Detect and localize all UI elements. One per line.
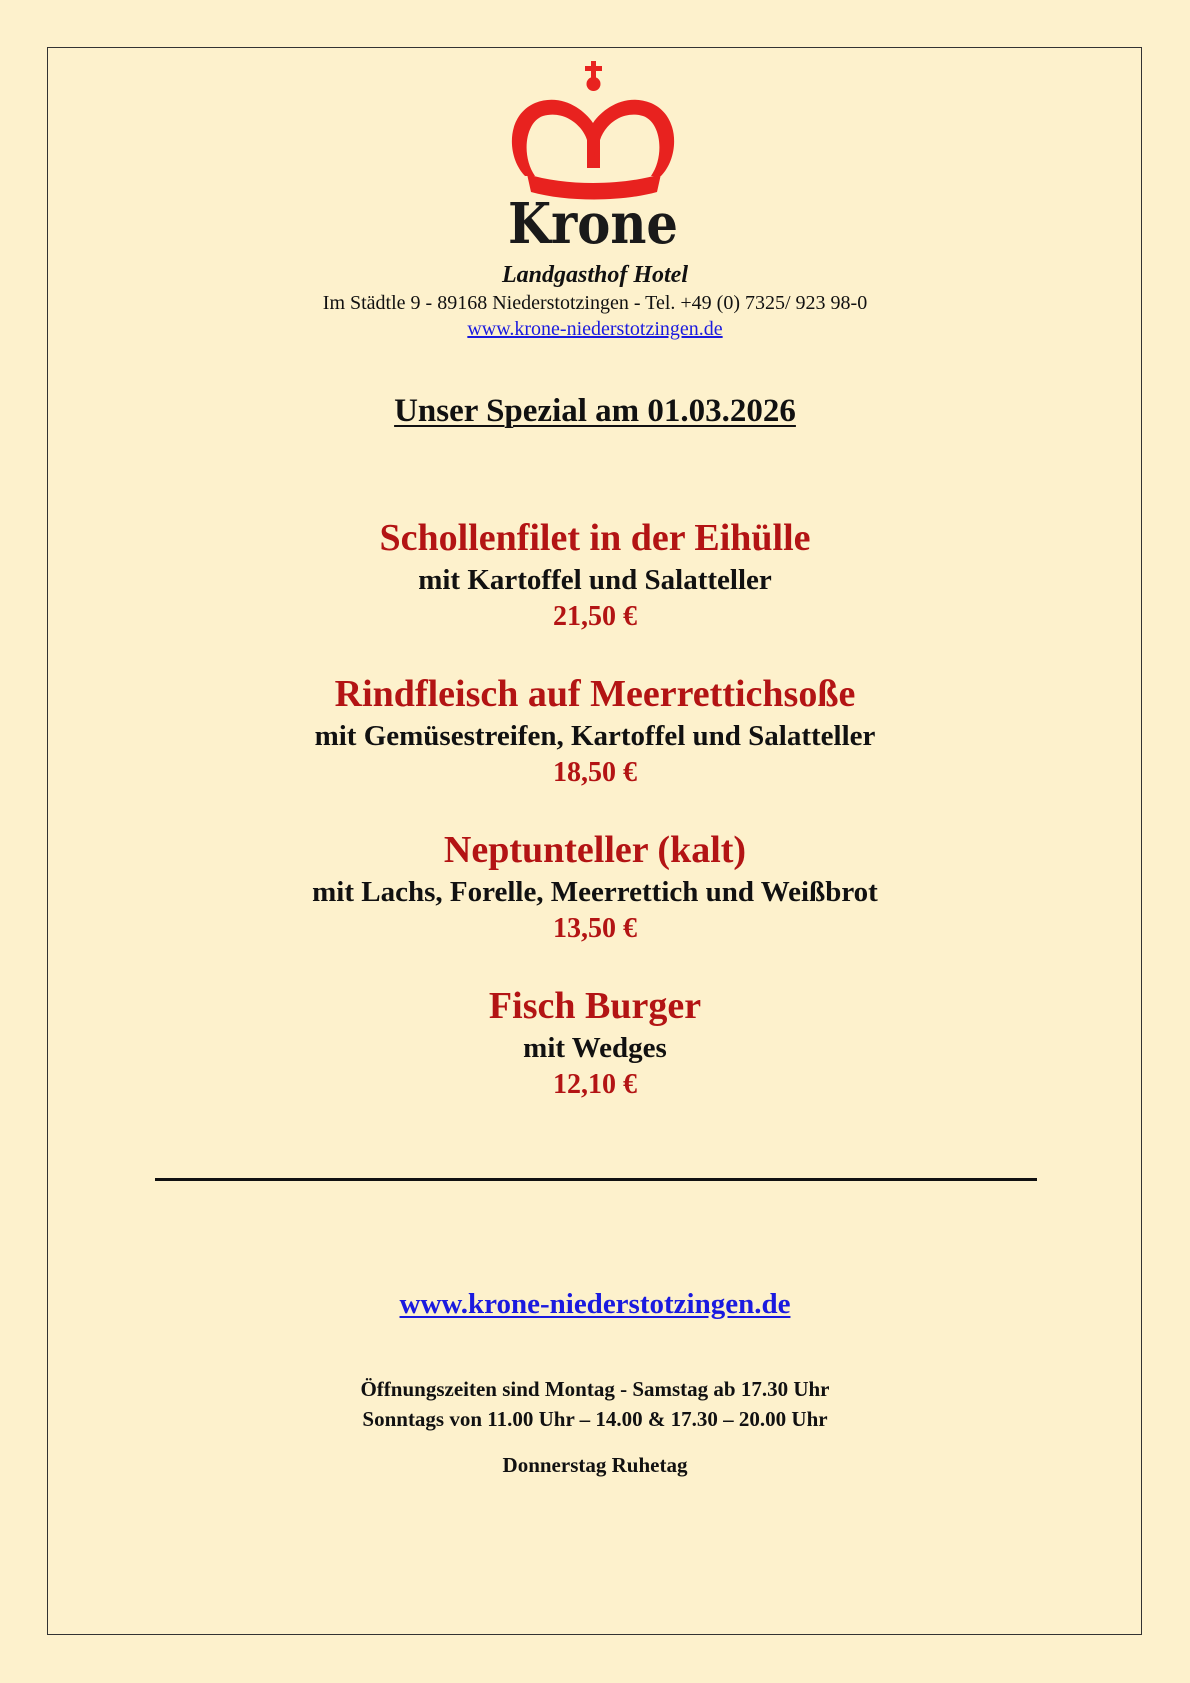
header-website-link[interactable]: www.krone-niederstotzingen.de xyxy=(467,318,723,340)
dish-description: mit Gemüsestreifen, Kartoffel und Salatteller xyxy=(314,720,876,752)
special-title: Unser Spezial am 01.03.2026 xyxy=(394,393,796,429)
opening-hours-weekdays: Öffnungszeiten sind Montag - Samstag ab 17.30 Uhr xyxy=(360,1377,830,1401)
footer-website-link[interactable]: www.krone-niederstotzingen.de xyxy=(399,1288,791,1320)
address: Im Städtle 9 - 89168 Niederstotzingen - Tel. +49 (0) 7325/ 923 98-0 xyxy=(322,292,868,314)
brand-wordmark: Krone xyxy=(508,191,678,253)
dish-price: 12,10 € xyxy=(553,1069,637,1100)
crown-icon xyxy=(512,61,674,200)
dish-price: 18,50 € xyxy=(553,757,637,788)
dish-name: Neptunteller (kalt) xyxy=(443,829,747,871)
dish-price: 21,50 € xyxy=(553,601,637,632)
krone-logo xyxy=(505,58,685,253)
dish-description: mit Kartoffel und Salatteller xyxy=(418,564,772,596)
dish-price: 13,50 € xyxy=(553,913,637,944)
dish-description: mit Lachs, Forelle, Meerrettich und Weißbrot xyxy=(312,876,878,908)
dish-name: Fisch Burger xyxy=(488,985,702,1027)
divider-line xyxy=(155,1178,1037,1181)
dish-name: Rindfleisch auf Meerrettichsoße xyxy=(334,673,856,715)
dish-description: mit Wedges xyxy=(523,1032,667,1064)
closed-day: Donnerstag Ruhetag xyxy=(502,1453,688,1477)
dish-name: Schollenfilet in der Eihülle xyxy=(379,517,811,559)
subtitle: Landgasthof Hotel xyxy=(501,262,688,288)
opening-hours-sunday: Sonntags von 11.00 Uhr – 14.00 & 17.30 – 20.00 Uhr xyxy=(362,1407,828,1431)
